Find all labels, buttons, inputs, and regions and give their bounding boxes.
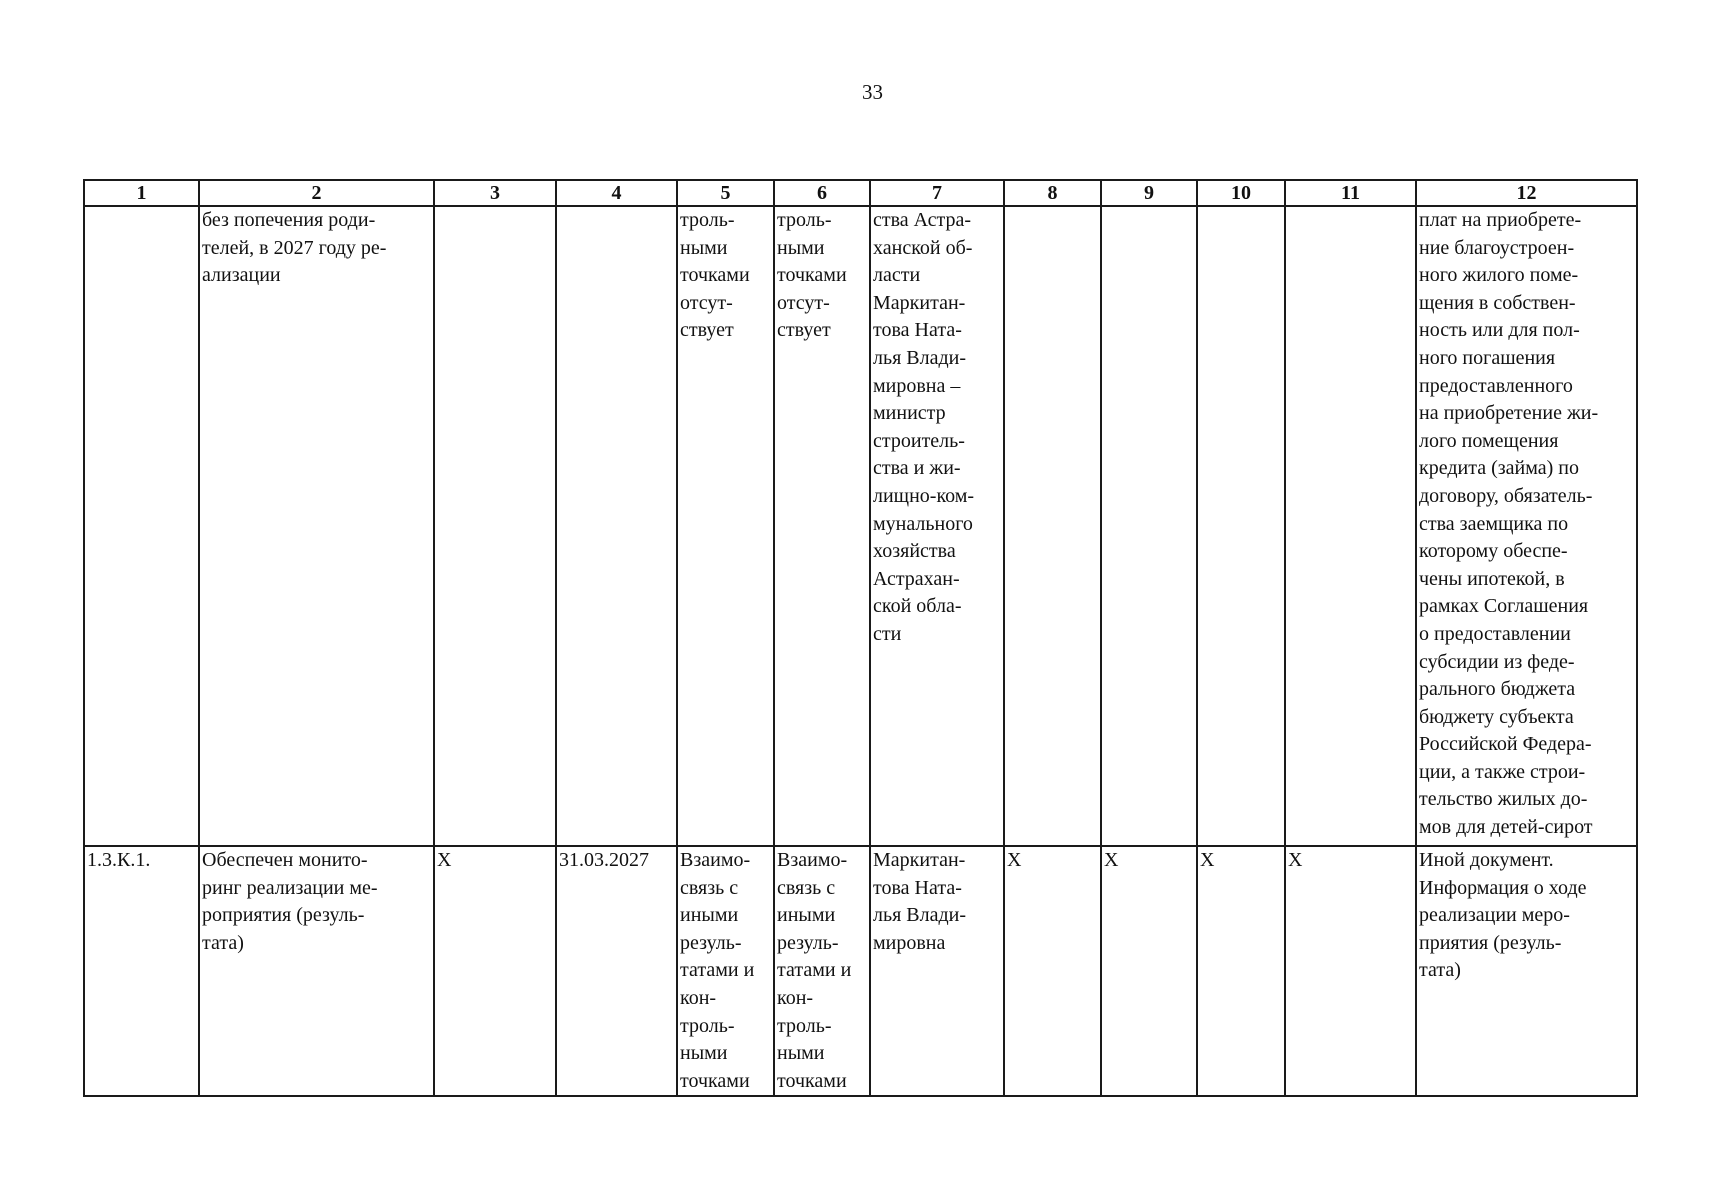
cell-col9	[1101, 206, 1197, 846]
column-header: 3	[434, 180, 556, 206]
column-header: 9	[1101, 180, 1197, 206]
cell-col3: Х	[434, 846, 556, 1096]
cell-col4	[556, 206, 677, 846]
plan-table	[83, 179, 1638, 1097]
cell-col6: Взаимо- связь с иными резуль- татами и кон- троль- ными точками	[774, 846, 870, 1096]
cell-number: 1.3.К.1.	[84, 846, 199, 1096]
column-header: 12	[1416, 180, 1637, 206]
column-header: 10	[1197, 180, 1285, 206]
cell-col5: троль- ными точками отсут- ствует	[677, 206, 774, 846]
cell-responsible: Маркитан- това Ната- лья Влади- мировна	[870, 846, 1004, 1096]
cell-col5: Взаимо- связь с иными резуль- татами и кон- троль- ными точками	[677, 846, 774, 1096]
column-header: 4	[556, 180, 677, 206]
page-number: 33	[862, 80, 883, 104]
header-row	[84, 180, 1637, 206]
cell-result-description: плат на приобрете- ние благоустроен- ного жилого поме- щения в собствен- ность или для пол- ного погашения предоставленного на приобретение жи- лого помещения кредита (займа) по договору, обязатель- ства заемщика по которому обеспе- чены ипотекой, в рамках Соглашения о предоставлении субсидии из феде- рального бюджета бюджету субъекта Российской Федера- ции, а также строи- тельство жилых до- мов для детей-сирот	[1416, 206, 1637, 846]
cell-col6: троль- ными точками отсут- ствует	[774, 206, 870, 846]
column-header: 2	[199, 180, 434, 206]
column-header: 1	[84, 180, 199, 206]
cell-name: без попечения роди- телей, в 2027 году ре- ализации	[199, 206, 434, 846]
cell-col10	[1197, 206, 1285, 846]
cell-document-type: Иной документ. Информация о ходе реализации меро- приятия (резуль- тата)	[1416, 846, 1637, 1096]
cell-date: 31.03.2027	[556, 846, 677, 1096]
column-header: 7	[870, 180, 1004, 206]
cell-responsible: ства Астра- ханской об- ласти Маркитан- това Ната- лья Влади- мировна – министр строитель- ства и жи- лищно-ком- мунального хозяйства Астрахан- ской обла- сти	[870, 206, 1004, 846]
column-header: 11	[1285, 180, 1416, 206]
cell-name: Обеспечен монито- ринг реализации ме- роприятия (резуль- тата)	[199, 846, 434, 1096]
table-row	[84, 206, 1637, 846]
column-header: 6	[774, 180, 870, 206]
table-row	[84, 846, 1637, 1096]
column-header: 8	[1004, 180, 1101, 206]
cell-col3	[434, 206, 556, 846]
cell-col8: Х	[1004, 846, 1101, 1096]
column-header: 5	[677, 180, 774, 206]
cell-col10: Х	[1197, 846, 1285, 1096]
cell-col8	[1004, 206, 1101, 846]
cell-number	[84, 206, 199, 846]
cell-col9: Х	[1101, 846, 1197, 1096]
cell-col11: Х	[1285, 846, 1416, 1096]
cell-col11	[1285, 206, 1416, 846]
